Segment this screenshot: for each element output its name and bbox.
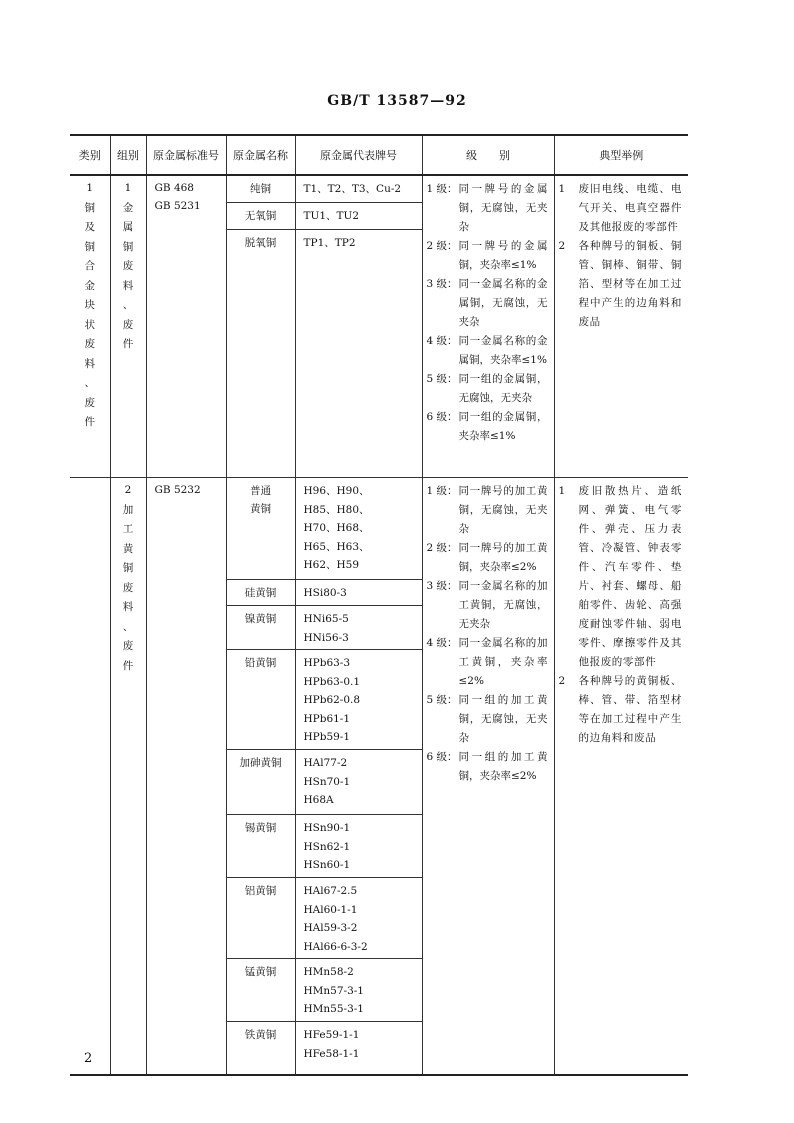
metal-name: 镍黄铜	[244, 613, 277, 625]
grade-code: HFe58-1-1	[303, 1047, 360, 1060]
group-text: 件	[122, 338, 134, 350]
col-header-grade-codes: 原金属代表牌号	[295, 135, 422, 175]
grade-code: HPb63-3	[303, 657, 351, 669]
grade-codes-cell	[295, 1022, 422, 1076]
group-text: 件	[122, 659, 134, 672]
col-header-examples: 典型举例	[554, 135, 688, 175]
grade-code: HPb61-1	[303, 712, 351, 725]
category-text: 状	[84, 318, 95, 331]
group-text: 铜	[122, 240, 134, 253]
grade-item: 1 级： 同一牌号的金属铜，无腐蚀，无夹杂	[426, 183, 548, 233]
standard-cell	[146, 478, 226, 1076]
metal-name-cell	[226, 606, 295, 650]
grade-code: TU1、TU2	[303, 210, 360, 222]
metal-name-cell	[226, 750, 295, 815]
metal-name-cell	[226, 650, 295, 750]
category-text: 件	[84, 416, 95, 428]
grade-item: 5 级： 同一组的加工黄铜，无腐蚀，无夹杂	[426, 694, 548, 744]
group-text: 废	[122, 640, 134, 652]
standard-number: GB 468	[154, 182, 194, 194]
grade-item: 4 级： 同一金属名称的加工黄铜，夹杂率≤2%	[426, 637, 548, 687]
grade-code: TP1、TP2	[303, 237, 356, 249]
standard-number: GB 5232	[154, 484, 201, 496]
metal-name: 锡黄铜	[244, 822, 277, 834]
grade-code: HFe59-1-1	[303, 1029, 360, 1041]
metal-name: 硅黄铜	[244, 587, 277, 599]
grade-codes-cell	[295, 750, 422, 815]
metal-name-cell	[226, 580, 295, 606]
grade-item: 6 级： 同一组的加工黄铜，夹杂率≤2%	[426, 751, 548, 782]
group-cell	[110, 175, 146, 478]
grade-item: 1 级： 同一牌号的加工黄铜，无腐蚀，无夹杂	[426, 485, 548, 535]
example-item: 2 各种牌号的黄铜板、棒、管、带、箔型材等在加工过程中产生的边角料和废品	[558, 675, 682, 744]
metal-name-cell	[226, 230, 295, 478]
grade-item: 5 级： 同一组的金属铜，无腐蚀，无夹杂	[426, 373, 548, 404]
grade-codes-cell	[295, 606, 422, 650]
grade-code: HSn60-1	[303, 859, 351, 871]
examples-cell	[554, 478, 688, 1076]
grade-codes-cell	[295, 203, 422, 230]
group-text: 铜	[122, 562, 134, 574]
metal-name-cell	[226, 815, 295, 878]
grade-item: 2 级： 同一牌号的加工黄铜，夹杂率≤2%	[426, 542, 548, 573]
group-text: 2	[124, 484, 132, 496]
metal-name: 加砷黄铜	[239, 757, 282, 769]
metal-name: 铝黄铜	[244, 885, 277, 897]
scrap-classification-table	[70, 134, 688, 1076]
grade-code: HMn57-3-1	[303, 984, 364, 997]
col-header-metal-name: 原金属名称	[226, 135, 295, 175]
table-row	[70, 478, 688, 580]
category-text: 块	[84, 299, 95, 311]
category-text: 铜	[84, 201, 95, 214]
standard-cell	[146, 175, 226, 478]
metal-name: 黄铜	[250, 503, 271, 515]
group-text: 、	[122, 620, 134, 633]
group-text: 属	[122, 221, 134, 233]
example-item: 2 各种牌号的铜板、铜管、铜棒、铜带、铜箔、型材等在加工过程中产生的边角料和废品	[558, 240, 682, 328]
table-row	[70, 175, 688, 203]
grade-item: 6 级： 同一组的金属铜，夹杂率≤1%	[426, 411, 548, 442]
metal-name: 无氧铜	[244, 210, 277, 222]
grade-code: HSn62-1	[303, 840, 351, 853]
example-item: 1 废旧散热片、造纸网、弹簧、电气零件、弹壳、压力表管、冷凝管、钟表零件、汽车零件、垫片、衬套、螺母、船舶零件、齿轮、高强度耐蚀零件轴、弱电零件、摩擦零件及其他报废的零部件	[558, 485, 682, 668]
grade-code: H68A	[303, 794, 334, 806]
category-text: 1	[86, 182, 94, 194]
metal-name: 铅黄铜	[244, 657, 277, 669]
grade-codes-cell	[295, 650, 422, 750]
category-text: 铜	[84, 240, 95, 253]
metal-name: 脱氧铜	[244, 237, 277, 249]
grade-code: HMn55-3-1	[303, 1003, 364, 1015]
category-cell-empty	[70, 478, 110, 1076]
grade-code: HPb62-0.8	[303, 694, 361, 706]
grade-code: HSn90-1	[303, 822, 351, 834]
grade-code: HPb59-1	[303, 731, 351, 743]
grade-code: T1、T2、T3、Cu-2	[303, 183, 402, 195]
grade-code: HSi80-3	[303, 587, 347, 599]
metal-name-cell	[226, 203, 295, 230]
group-text: 、	[122, 299, 134, 311]
group-text: 废	[122, 318, 134, 331]
grade-cell	[422, 478, 554, 1076]
group-text: 1	[124, 182, 132, 194]
grade-cell	[422, 175, 554, 478]
grade-codes-cell	[295, 959, 422, 1022]
grade-codes-cell	[295, 175, 422, 203]
group-text: 废	[122, 581, 134, 594]
category-text: 料	[84, 357, 95, 370]
group-text: 料	[122, 279, 134, 292]
grade-code: HMn58-2	[303, 966, 354, 978]
metal-name-cell	[226, 878, 295, 959]
header-row	[70, 135, 688, 175]
category-cell	[70, 175, 110, 478]
grade-codes-cell	[295, 580, 422, 606]
col-header-group: 组别	[110, 135, 146, 175]
grade-codes-cell	[295, 815, 422, 878]
category-text: 废	[84, 338, 95, 350]
grade-code: HAl59-3-2	[303, 922, 358, 934]
grade-code: HSn70-1	[303, 775, 351, 788]
examples-cell	[554, 175, 688, 478]
metal-name-cell	[226, 959, 295, 1022]
grade-code: H62、H59	[303, 559, 360, 571]
col-header-standard: 原金属标准号	[146, 135, 226, 175]
metal-name: 普通	[250, 485, 271, 497]
group-text: 金	[122, 201, 134, 214]
grade-code: HNi65-5	[303, 613, 349, 625]
grade-code: HAl77-2	[303, 757, 348, 769]
group-text: 废	[122, 260, 134, 272]
category-text: 及	[84, 221, 95, 233]
grade-code: H96、H90、	[303, 485, 370, 497]
page-number: 2	[84, 1051, 93, 1066]
metal-name: 纯铜	[250, 183, 271, 195]
grade-item: 3 级： 同一金属名称的加工黄铜，无腐蚀，无夹杂	[426, 580, 548, 630]
group-text: 料	[122, 601, 134, 613]
grade-item: 3 级： 同一金属名称的金属铜，无腐蚀，无夹杂	[426, 278, 548, 328]
metal-name-cell	[226, 1022, 295, 1076]
category-text: 金	[84, 279, 95, 292]
col-header-category: 类别	[70, 135, 110, 175]
grade-codes-cell	[295, 230, 422, 478]
grade-code: HPb63-0.1	[303, 675, 361, 688]
group-text: 加	[122, 503, 134, 516]
category-text: 、	[84, 377, 95, 389]
standard-number: GB 5231	[154, 200, 201, 212]
category-text: 废	[84, 396, 95, 409]
grade-codes-cell	[295, 478, 422, 580]
group-text: 工	[122, 523, 134, 535]
group-cell	[110, 478, 146, 1076]
example-item: 1 废旧电线、电缆、电气开关、电真空器件及其他报废的零部件	[558, 183, 682, 233]
metal-name: 锰黄铜	[244, 966, 277, 978]
grade-item: 4 级： 同一金属名称的金属铜，夹杂率≤1%	[426, 335, 548, 366]
metal-name: 铁黄铜	[244, 1029, 277, 1041]
col-header-grade: 级 别	[422, 135, 554, 175]
metal-name-cell	[226, 175, 295, 203]
metal-name-cell	[226, 478, 295, 580]
category-text: 合	[84, 260, 95, 272]
grade-code: HNi56-3	[303, 631, 349, 644]
grade-codes-cell	[295, 878, 422, 959]
grade-code: H70、H68、	[303, 522, 370, 534]
grade-code: H65、H63、	[303, 540, 370, 553]
grade-item: 2 级： 同一牌号的金属铜，夹杂率≤1%	[426, 240, 548, 271]
grade-code: HAl66-6-3-2	[303, 940, 368, 953]
grade-code: HAl60-1-1	[303, 903, 358, 916]
document-header: GB/T 13587—92	[327, 93, 467, 109]
grade-code: HAl67-2.5	[303, 885, 358, 897]
group-text: 黄	[122, 542, 134, 555]
grade-code: H85、H80、	[303, 503, 370, 516]
